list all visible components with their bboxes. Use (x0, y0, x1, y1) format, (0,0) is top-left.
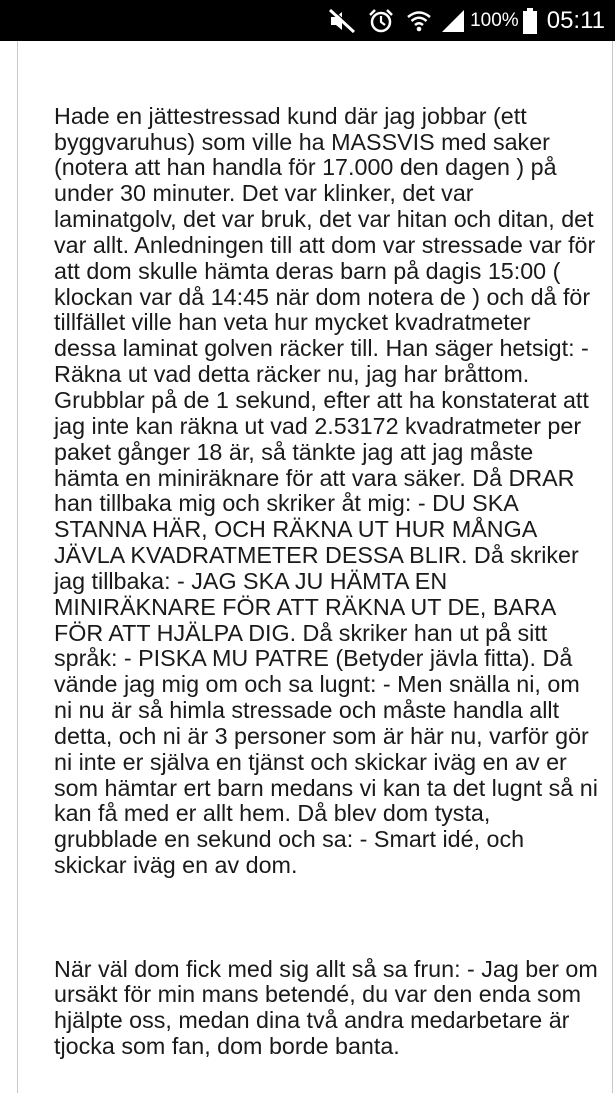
post-paragraph: Hade en jättestressad kund där jag jobbar (ett byggvaruhus) som ville ha MASSVIS med saker (notera att han handla för 17.000 den dagen ) på under 30 minuter. Det var klinker, det var laminatgolv, det var bruk, det var hitan och ditan, det var allt. Anledningen till att dom var stressade var för att dom skulle hämta deras barn på dagis 15:00 ( klockan var då 14:45 när dom notera de ) och då för tillfället ville han veta hur mycket kvadratmeter dessa laminat golven räcker till. Han säger hetsigt: - Räkna ut vad detta räcker nu, jag har bråttom. Grubblar på de 1 sekund, efter att ha konstaterat att jag inte kan räkna ut vad 2.53172 kvadratmeter per paket gånger 18 är, så tänkte jag att jag måste hämta en miniräknare för att vara säker. Då DRAR han tillbaka mig och skriker åt mig: - DU SKA STANNA HÄR, OCH RÄKNA UT HUR MÅNGA JÄVLA KVADRATMETER DESSA BLIR. Då skriker jag tillbaka: - JAG SKA JU HÄMTA EN MINIRÄKNARE FÖR ATT RÄKNA UT DE, BARA FÖR ATT HJÄLPA DIG. Då skriker han ut på sitt språk: - PISKA MU PATRE (Betyder jävla fitta). Då vände jag mig om och sa lugnt: - Men snälla ni, om ni nu är så himla stressade och måste handla allt detta, och ni är 3 personer som är här nu, varför gör ni inte er själva en tjänst och skickar iväg en av er som hämtar ert barn medans vi kan ta det lugnt så ni kan få med er allt hem. Då blev dom tysta, grubblade en sekund och sa: - Smart idé, och skickar iväg en av dom. (54, 102, 605, 879)
post-body (54, 52, 605, 1093)
post-paragraph: När väl dom fick med sig allt så sa frun: - Jag ber om ursäkt för min mans betendé, du var den enda som hjälpte oss, medan dina två andra medarbetare är tjocka som fan, dom borde banta. (54, 955, 605, 1060)
post-container (17, 41, 613, 1093)
mute-icon (328, 7, 356, 35)
alarm-icon (368, 8, 394, 34)
status-bar (0, 0, 615, 41)
battery-percent: 100% (470, 9, 519, 31)
clock: 05:11 (546, 6, 605, 34)
battery-icon (523, 8, 537, 34)
signal-icon (440, 8, 466, 34)
status-icons (328, 0, 605, 41)
wifi-icon (406, 8, 432, 34)
